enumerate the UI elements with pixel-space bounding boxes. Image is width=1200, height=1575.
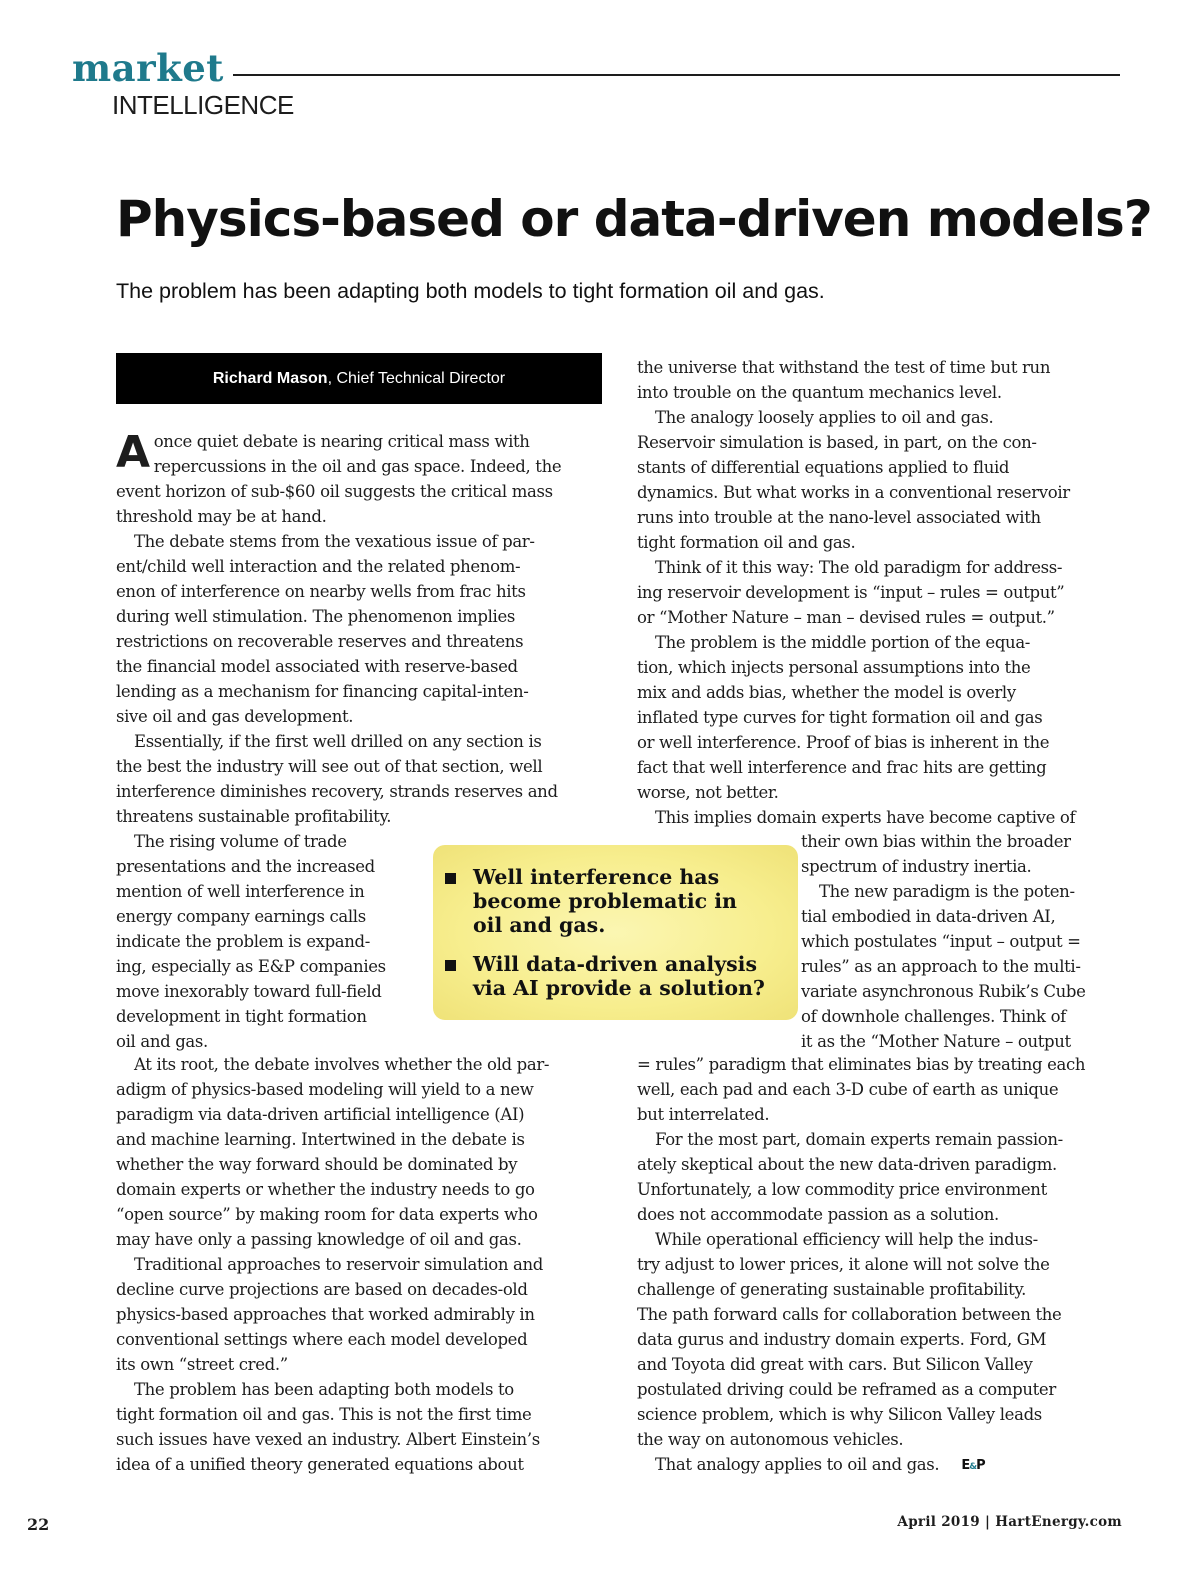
text-line: stants of differential equations applied to fluid — [637, 458, 1010, 477]
text-line: into trouble on the quantum mechanics level. — [637, 383, 1002, 402]
header-rule — [233, 74, 1120, 76]
text-line: Think of it this way: The old paradigm for address- — [655, 558, 1063, 577]
paragraph — [637, 1227, 1121, 1252]
paragraph — [116, 829, 426, 854]
paragraph-continued — [116, 1277, 602, 1377]
text-line: such issues have vexed an industry. Albert Einstein’s — [116, 1430, 540, 1449]
text-line: tion, which injects personal assumptions into the — [637, 658, 1031, 677]
ep-logo — [943, 1453, 984, 1480]
body-col2-bottom — [637, 1052, 1121, 1480]
text-line: does not accommodate passion as a solution. — [637, 1205, 999, 1224]
text-line: energy company earnings calls — [116, 907, 366, 926]
text-line: worse, not better. — [637, 783, 779, 802]
byline — [116, 353, 602, 404]
text-line: presentations and the increased — [116, 857, 375, 876]
text-line: paradigm via data-driven artificial intelligence (AI) — [116, 1105, 525, 1124]
paragraph — [116, 529, 600, 554]
paragraph — [637, 1452, 1121, 1480]
text-line: restrictions on recoverable reserves and threatens — [116, 632, 524, 651]
text-line: fact that well interference and frac hits are getting — [637, 758, 1047, 777]
text-line: domain experts or whether the industry needs to go — [116, 1180, 535, 1199]
text-line: of downhole challenges. Think of — [801, 1007, 1066, 1026]
paragraph-continued — [116, 554, 600, 729]
text-line: The problem has been adapting both models to — [134, 1380, 514, 1399]
logo-letter: & — [969, 1462, 977, 1472]
text-line: adigm of physics-based modeling will yield to a new — [116, 1080, 534, 1099]
text-line: once quiet debate is nearing critical mass with — [153, 432, 530, 451]
text-line: Traditional approaches to reservoir simulation and — [134, 1255, 543, 1274]
paragraph — [637, 805, 1121, 830]
text-line: the best the industry will see out of that section, well — [116, 757, 543, 776]
text-line: well, each pad and each 3-D cube of earth as unique — [637, 1080, 1059, 1099]
text-line: tight formation oil and gas. This is not the first time — [116, 1405, 532, 1424]
paragraph-continued — [116, 754, 600, 829]
body-col2-beside-pullquote — [801, 829, 1121, 1054]
body-col1-top — [116, 429, 600, 829]
paragraph — [116, 729, 600, 754]
page-number: 22 — [27, 1515, 50, 1534]
text-line: challenge of generating sustainable profitability. — [637, 1280, 1027, 1299]
text-line: indicate the problem is expand- — [116, 932, 370, 951]
text-line: At its root, the debate involves whether the old par- — [134, 1055, 550, 1074]
text-line: or “Mother Nature – man – devised rules = output.” — [637, 608, 1055, 627]
text-line: The rising volume of trade — [134, 832, 347, 851]
text-line: sive oil and gas development. — [116, 707, 354, 726]
paragraph — [116, 1377, 602, 1402]
paragraph — [116, 1052, 602, 1077]
text-line: runs into trouble at the nano-level associated with — [637, 508, 1041, 527]
text-line: event horizon of sub-$60 oil suggests the critical mass — [116, 482, 553, 501]
text-line: postulated driving could be reframed as a computer — [637, 1380, 1056, 1399]
paragraph — [116, 429, 600, 529]
paragraph-continued — [637, 1252, 1121, 1452]
text-line: its own “street cred.” — [116, 1355, 288, 1374]
text-line: The new paradigm is the poten- — [819, 882, 1075, 901]
logo-letter: E — [961, 1458, 970, 1473]
article-title: Physics-based or data-driven models? — [116, 190, 1152, 248]
paragraph-continued — [116, 1077, 602, 1252]
text-line: development in tight formation — [116, 1007, 367, 1026]
text-line: try adjust to lower prices, it alone will not solve the — [637, 1255, 1050, 1274]
author-role: , Chief Technical Director — [327, 369, 506, 387]
pull-quote-text: Well interference has become problematic in oil and gas. — [473, 865, 737, 937]
text-line: This implies domain experts have become captive of — [655, 808, 1076, 827]
text-line: conventional settings where each model developed — [116, 1330, 528, 1349]
text-line: ing reservoir development is “input – rules = output” — [637, 583, 1065, 602]
text-line: the way on autonomous vehicles. — [637, 1430, 904, 1449]
paragraph — [637, 555, 1121, 580]
text-line: whether the way forward should be dominated by — [116, 1155, 518, 1174]
text-line: tial embodied in data-driven AI, — [801, 907, 1056, 926]
text-line: ent/child well interaction and the related phenom- — [116, 557, 521, 576]
text-line: ing, especially as E&P companies — [116, 957, 386, 976]
text-line: during well stimulation. The phenomenon implies — [116, 607, 516, 626]
closing-line — [637, 1452, 1121, 1480]
text-line: inflated type curves for tight formation oil and gas — [637, 708, 1043, 727]
text-line: “open source” by making room for data experts who — [116, 1205, 538, 1224]
text-line: Reservoir simulation is based, in part, on the con- — [637, 433, 1037, 452]
logo-letter: P — [976, 1458, 985, 1473]
text-line: may have only a passing knowledge of oil and gas. — [116, 1230, 522, 1249]
footer-issue: April 2019 | HartEnergy.com — [897, 1514, 1122, 1530]
text-line: mention of well interference in — [116, 882, 365, 901]
paragraph-continued — [116, 1402, 602, 1477]
author-name: Richard Mason — [212, 369, 328, 387]
paragraph — [116, 1252, 602, 1277]
text-line: physics-based approaches that worked admirably in — [116, 1305, 535, 1324]
paragraph-continued — [637, 355, 1121, 405]
article-subtitle: The problem has been adapting both models to tight formation oil and gas. — [116, 279, 825, 303]
text-line: rules” as an approach to the multi- — [801, 957, 1081, 976]
text-line: the universe that withstand the test of time but run — [637, 358, 1051, 377]
subsection-label: INTELLIGENCE — [112, 90, 294, 120]
text-line: data gurus and industry domain experts. Ford, GM — [637, 1330, 1047, 1349]
text-line: threshold may be at hand. — [116, 507, 327, 526]
text-line: The debate stems from the vexatious issue of par- — [134, 532, 535, 551]
text-line: repercussions in the oil and gas space. Indeed, the — [153, 457, 562, 476]
text-line: decline curve projections are based on decades-old — [116, 1280, 528, 1299]
section-label: market — [72, 46, 224, 90]
text-line: That analogy applies to oil and gas. — [655, 1455, 940, 1474]
text-line: science problem, which is why Silicon Valley leads — [637, 1405, 1042, 1424]
paragraph-continued — [637, 1052, 1121, 1127]
body-col1-beside-pullquote — [116, 829, 426, 1054]
text-line: threatens sustainable profitability. — [116, 807, 392, 826]
text-line: The analogy loosely applies to oil and gas. — [655, 408, 994, 427]
paragraph — [637, 630, 1121, 655]
text-line: the financial model associated with reserve-based — [116, 657, 518, 676]
text-line: variate asynchronous Rubik’s Cube — [801, 982, 1086, 1001]
pull-quote — [433, 845, 798, 1020]
text-line: which postulates “input – output = — [801, 932, 1081, 951]
text-line: dynamics. But what works in a conventional reservoir — [637, 483, 1070, 502]
text-line: Unfortunately, a low commodity price environment — [637, 1180, 1047, 1199]
text-line: enon of interference on nearby wells from frac hits — [116, 582, 526, 601]
text-line: and Toyota did great with cars. But Silicon Valley — [637, 1355, 1033, 1374]
text-line: The problem is the middle portion of the equa- — [655, 633, 1031, 652]
paragraph-continued — [637, 655, 1121, 805]
paragraph — [637, 405, 1121, 430]
text-line: = rules” paradigm that eliminates bias by treating each — [637, 1055, 1086, 1074]
text-line: mix and adds bias, whether the model is overly — [637, 683, 1016, 702]
text-line: lending as a mechanism for financing capital-inten- — [116, 682, 529, 701]
paragraph-continued — [637, 580, 1121, 630]
text-line: interference diminishes recovery, strands reserves and — [116, 782, 558, 801]
text-line: and machine learning. Intertwined in the debate is — [116, 1130, 525, 1149]
paragraph-continued — [637, 1152, 1121, 1227]
paragraph-continued — [801, 829, 1121, 879]
body-col2-top — [637, 355, 1121, 830]
square-bullet-icon — [445, 873, 456, 884]
text-line: but interrelated. — [637, 1105, 770, 1124]
text-line: idea of a unified theory generated equations about — [116, 1455, 524, 1474]
text-line: For the most part, domain experts remain passion- — [655, 1130, 1063, 1149]
text-line: or well interference. Proof of bias is inherent in the — [637, 733, 1050, 752]
paragraph — [637, 1127, 1121, 1152]
text-line: ately skeptical about the new data-driven paradigm. — [637, 1155, 1057, 1174]
text-line: tight formation oil and gas. — [637, 533, 856, 552]
text-line: spectrum of industry inertia. — [801, 857, 1032, 876]
text-line: oil and gas. — [116, 1032, 208, 1051]
text-line: Essentially, if the first well drilled on any section is — [134, 732, 542, 751]
drop-cap: A — [116, 427, 150, 478]
pull-quote-text: Will data-driven analysis via AI provide a solution? — [473, 952, 765, 1000]
text-line: While operational efficiency will help the indus- — [655, 1230, 1038, 1249]
body-col1-bottom — [116, 1052, 602, 1477]
paragraph — [801, 879, 1121, 904]
paragraph-continued — [637, 430, 1121, 555]
paragraph-continued — [801, 904, 1121, 1054]
text-line: it as the “Mother Nature – output — [801, 1032, 1071, 1051]
text-line: their own bias within the broader — [801, 832, 1071, 851]
paragraph-continued — [116, 854, 426, 1054]
text-line: move inexorably toward full-field — [116, 982, 382, 1001]
text-line: The path forward calls for collaboration between the — [637, 1305, 1062, 1324]
square-bullet-icon — [445, 960, 456, 971]
